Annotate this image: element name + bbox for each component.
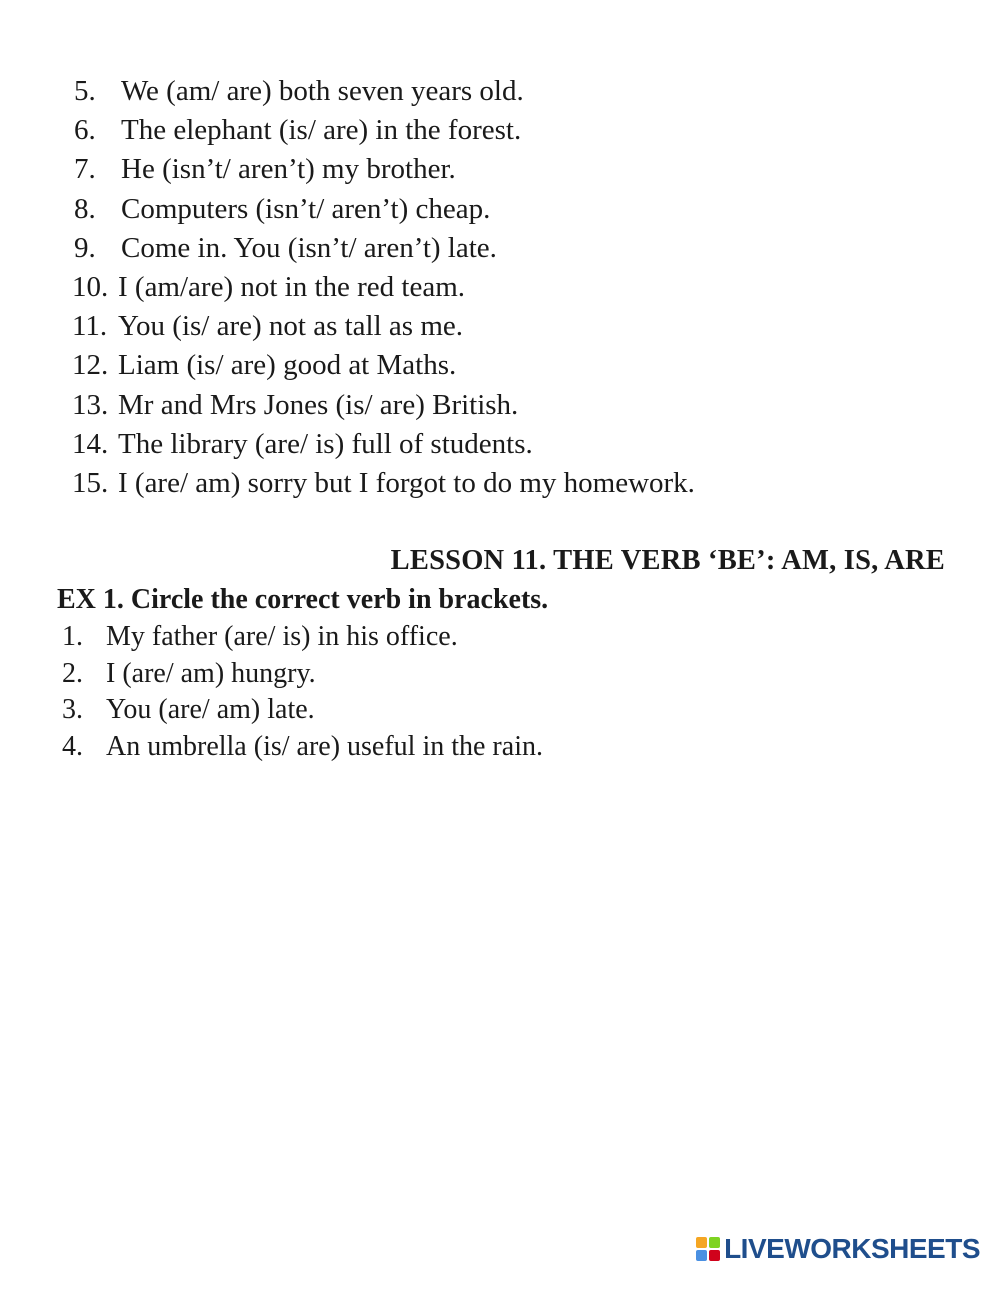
list-item	[62, 692, 962, 729]
item-text: The elephant (is/ are) in the forest.	[121, 114, 522, 147]
item-text: Come in. You (isn’t/ aren’t) late.	[121, 231, 497, 264]
item-text: I (am/are) not in the red team.	[118, 270, 466, 303]
item-number: 4.	[62, 730, 83, 762]
list-item	[62, 729, 962, 766]
item-number: 11.	[72, 310, 108, 343]
item-text: Liam (is/ are) good at Maths.	[118, 349, 457, 382]
list-item	[72, 464, 974, 503]
exercise-list	[62, 619, 962, 765]
item-text: My father (are/ is) in his office.	[106, 621, 458, 652]
list-item	[74, 190, 974, 229]
list-item	[74, 150, 974, 189]
item-text: You (are/ am) late.	[106, 694, 315, 725]
logo-tile	[696, 1237, 707, 1248]
list-item	[72, 425, 974, 464]
exercise-list-continued	[74, 72, 974, 503]
item-text: Computers (isn’t/ aren’t) cheap.	[121, 192, 491, 225]
logo-tile	[709, 1237, 720, 1248]
list-item	[74, 111, 974, 150]
item-number: 7.	[74, 153, 96, 186]
item-number: 13.	[72, 388, 109, 421]
item-number: 8.	[74, 192, 96, 225]
item-number: 2.	[62, 657, 83, 689]
item-number: 1.	[62, 621, 83, 652]
list-item	[72, 386, 974, 425]
item-number: 6.	[74, 114, 96, 147]
liveworksheets-brand	[696, 1233, 980, 1265]
item-text: He (isn’t/ aren’t) my brother.	[121, 153, 456, 186]
item-number: 9.	[74, 231, 96, 264]
logo-tile	[709, 1250, 720, 1261]
liveworksheets-logo-icon	[696, 1237, 720, 1261]
logo-tile	[696, 1250, 707, 1261]
list-item	[74, 72, 974, 111]
item-text: I (are/ am) hungry.	[106, 657, 316, 689]
lesson-title: LESSON 11. THE VERB ‘BE’: AM, IS, ARE	[390, 545, 945, 576]
list-item	[62, 619, 962, 656]
list-item	[74, 229, 974, 268]
list-item	[72, 307, 974, 346]
item-text: The library (are/ is) full of students.	[118, 427, 533, 460]
list-item	[62, 656, 962, 693]
item-number: 15.	[72, 466, 109, 499]
item-text: You (is/ are) not as tall as me.	[118, 310, 463, 343]
item-text: Mr and Mrs Jones (is/ are) British.	[118, 388, 519, 421]
item-text: An umbrella (is/ are) useful in the rain.	[106, 730, 543, 762]
item-number: 10.	[72, 270, 109, 303]
item-number: 14.	[72, 427, 109, 460]
list-item	[72, 346, 974, 385]
item-number: 3.	[62, 694, 83, 725]
item-text: I (are/ am) sorry but I forgot to do my homework.	[118, 466, 695, 499]
brand-name: LIVEWORKSHEETS	[724, 1233, 980, 1264]
item-text: We (am/ are) both seven years old.	[121, 75, 524, 107]
list-item	[72, 268, 974, 307]
item-number: 12.	[72, 349, 109, 382]
exercise-title: EX 1. Circle the correct verb in brackets.	[57, 584, 549, 615]
item-number: 5.	[74, 75, 96, 107]
